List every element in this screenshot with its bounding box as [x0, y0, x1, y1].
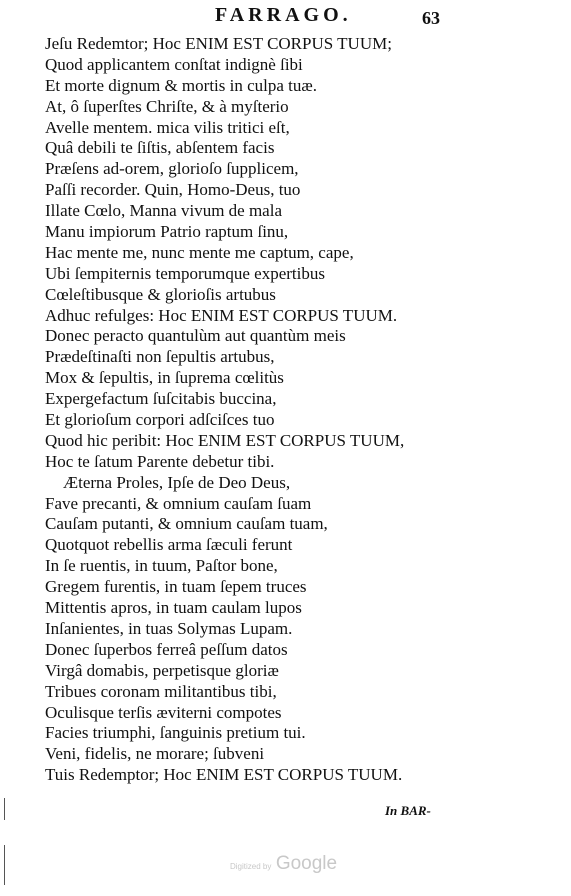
- digitized-watermark: [230, 853, 337, 875]
- verse-line: Donec ſuperbos ferreâ peſſum datos: [45, 639, 288, 659]
- catchword: In BAR-: [385, 803, 431, 818]
- page-number: 63: [422, 8, 440, 28]
- verse-line: Cauſam putanti, & omnium cauſam tuam,: [45, 514, 328, 534]
- verse-line: Manu impiorum Patrio raptum ſinu,: [45, 222, 289, 242]
- verse-line: Mox & ſepultis, in ſuprema cœlitùs: [45, 368, 284, 388]
- verse-line: Fave precanti, & omnium cauſam ſuam: [45, 493, 312, 513]
- verse-line: Mittentis apros, in tuam caulam lupos: [45, 598, 302, 618]
- running-title: FARRAGO.: [215, 4, 352, 26]
- verse-line: Adhuc refulges: Hoc ENIM EST CORPUS TUUM.: [45, 305, 398, 325]
- verse-line: Quâ debili te ſiſtis, abſentem facis: [45, 138, 275, 158]
- verse-line: Facies triumphi, ſanguinis pretium tui.: [45, 723, 306, 743]
- verse-line: Donec peracto quantulùm aut quantùm meis: [45, 326, 346, 346]
- verse-line: Ubi ſempiternis temporumque expertibus: [45, 263, 325, 283]
- verse-line: Expergefactum ſuſcitabis buccina,: [45, 389, 277, 409]
- verse-line: Prædeſtinaſti non ſepultis artubus,: [45, 347, 275, 367]
- poem-text-block: [45, 34, 465, 786]
- verse-line: Avelle mentem. mica vilis tritici eſt,: [45, 117, 290, 137]
- verse-line: Jeſu Redemtor; Hoc ENIM EST CORPUS TUUM;: [45, 34, 392, 53]
- verse-line: Hac mente me, nunc mente me captum, cape,: [45, 242, 354, 262]
- verse-line: Et morte dignum & mortis in culpa tuæ.: [45, 75, 317, 95]
- verse-line: Cœleſtibusque & glorioſis artubus: [45, 284, 276, 304]
- verse-line: Inſanientes, in tuas Solymas Lupam.: [45, 618, 293, 638]
- verse-line: Veni, fidelis, ne morare; ſubveni: [45, 744, 265, 764]
- watermark-prefix: Digitized by: [230, 862, 272, 871]
- margin-scan-mark: [4, 798, 5, 820]
- verse-line: Paſſi recorder. Quin, Homo-Deus, tuo: [45, 180, 301, 200]
- verse-line-indented: Æterna Proles, Ipſe de Deo Deus,: [63, 472, 291, 492]
- margin-scan-mark: [4, 845, 5, 885]
- verse-line: Tribues coronam militantibus tibi,: [45, 681, 277, 701]
- page-header: [0, 2, 571, 32]
- verse-line: At, ô ſuperſtes Chriſte, & à myſterio: [45, 96, 289, 116]
- verse-line: Hoc te ſatum Parente debetur tibi.: [45, 451, 275, 471]
- watermark-brand: Google: [275, 853, 338, 874]
- verse-line: Tuis Redemptor; Hoc ENIM EST CORPUS TUUM.: [45, 765, 403, 785]
- verse-line: Quod hic peribit: Hoc ENIM EST CORPUS TUUM,: [45, 430, 405, 450]
- verse-line: Illate Cœlo, Manna vivum de mala: [45, 201, 282, 221]
- verse-line: Gregem furentis, in tuam ſepem truces: [45, 577, 307, 597]
- verse-line: Quotquot rebellis arma ſæculi ferunt: [45, 535, 293, 555]
- verse-line: Quod applicantem conſtat indignè ſibi: [45, 54, 303, 74]
- verse-line: Virgâ domabis, perpetisque gloriæ: [45, 660, 279, 680]
- verse-line: Et glorioſum corpori adſciſces tuo: [45, 410, 275, 430]
- verse-line: Oculisque terſis æviterni compotes: [45, 702, 282, 722]
- verse-line: Præſens ad-orem, glorioſo ſupplicem,: [45, 159, 299, 179]
- verse-line: In ſe ruentis, in tuum, Paſtor bone,: [45, 556, 278, 576]
